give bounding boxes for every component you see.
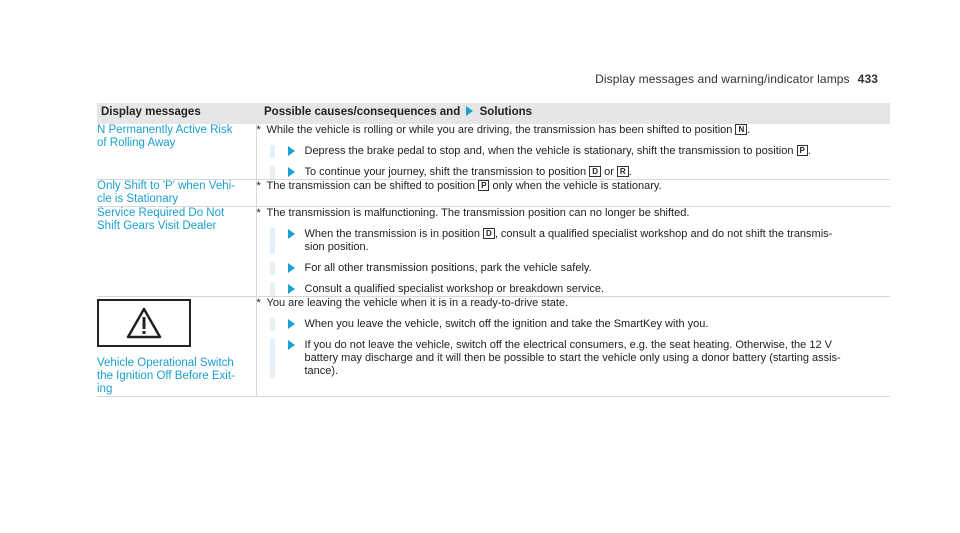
column-header-solutions-label: Solutions [479,106,533,118]
solution-text: If you do not leave the vehicle, switch off the electrical consumers, e.g. the seat heating. Otherwise, the 12 V [304,339,832,351]
page-number: 433 [857,72,878,86]
cause-text [257,124,891,137]
cause-text-part: only when the vehicle is stationary. [492,180,662,192]
solution-text: battery may discharge and it will then be possible to start the vehicle only using a donor battery (starting assis- [304,352,841,364]
causes-cell [256,124,890,180]
message-line: Shift Gears Visit Dealer [97,220,217,232]
footnote-star: * [256,180,261,192]
gear-p-icon: P [797,145,808,156]
solution-bar [270,283,275,296]
column-header-causes-label: Possible causes/consequences and [264,106,461,118]
gear-d-icon: D [483,228,495,239]
table-row [97,124,890,180]
solution-step [270,166,891,179]
solution-bar [270,339,275,378]
cause-text [257,297,891,310]
play-arrow-icon [466,106,473,116]
solution-text: To continue your journey, shift the transmission to position [304,166,587,178]
page-header [595,72,878,86]
message-line: N Permanently Active Risk [97,124,233,136]
solution-bar [270,166,275,179]
cause-text-part: The transmission can be shifted to position [266,180,476,192]
solution-step [270,228,891,254]
step-arrow-icon [288,229,295,239]
solution-step [270,262,891,275]
page-header-title: Display messages and warning/indicator lamps [595,72,850,86]
footnote-star: * [256,207,261,219]
gear-p-icon: P [478,180,489,191]
step-arrow-icon [288,319,295,329]
gear-r-icon: R [617,166,629,177]
solution-bar [270,318,275,331]
message-line: of Rolling Away [97,137,176,149]
causes-cell [256,297,890,397]
gear-n-icon: N [735,124,747,135]
message-line: cle is Stationary [97,193,179,205]
cause-text-part: While the vehicle is rolling or while you are driving, the transmission has been shifted to position [266,124,733,136]
message-line: Service Required Do Not [97,207,225,219]
solution-text: Depress the brake pedal to stop and, when the vehicle is stationary, shift the transmission to position [304,145,794,157]
message-cell [97,180,256,207]
solution-text: or [604,166,614,178]
solution-bar [270,262,275,275]
solution-text: When the transmission is in position [304,228,480,240]
causes-cell [256,207,890,297]
message-line: the Ignition Off Before Exit- [97,370,235,382]
step-arrow-icon [288,340,295,350]
warning-triangle-icon [97,299,191,347]
message-cell [97,297,256,397]
solution-step [270,145,891,158]
message-cell [97,124,256,180]
gear-d-icon: D [589,166,601,177]
solution-text: For all other transmission positions, park the vehicle safely. [304,262,592,274]
footnote-star: * [256,297,261,309]
display-messages-table [97,103,890,397]
table-row [97,207,890,297]
column-header-causes [256,103,890,124]
solution-bar [270,228,275,254]
table-header-row [97,103,890,124]
solution-text: sion position. [304,241,369,253]
solution-step [270,318,891,331]
message-line: ing [97,383,113,395]
solution-step [270,283,891,296]
solution-text: , consult a qualified specialist workshop and do not shift the transmis- [494,228,833,240]
step-arrow-icon [288,146,295,156]
solution-text: . [807,145,811,157]
footnote-star: * [256,124,261,136]
step-arrow-icon [288,284,295,294]
column-header-display-messages: Display messages [97,103,256,124]
solution-step [270,339,891,378]
cause-text-part: . [747,124,751,136]
table-row [97,180,890,207]
message-line: Vehicle Operational Switch [97,357,234,369]
cause-text [257,207,891,220]
message-line: Only Shift to 'P' when Vehi- [97,180,235,192]
solution-text: tance). [304,365,339,377]
solution-text: Consult a qualified specialist workshop or breakdown service. [304,283,605,295]
solution-bar [270,145,275,158]
cause-text-part: You are leaving the vehicle when it is in a ready-to-drive state. [266,297,569,309]
cause-text-part: The transmission is malfunctioning. The transmission position can no longer be shifted. [266,207,690,219]
step-arrow-icon [288,167,295,177]
solution-text: When you leave the vehicle, switch off the ignition and take the SmartKey with you. [304,318,709,330]
solution-text: . [628,166,632,178]
cause-text [257,180,891,193]
table-row [97,297,890,397]
step-arrow-icon [288,263,295,273]
causes-cell [256,180,890,207]
message-cell [97,207,256,297]
